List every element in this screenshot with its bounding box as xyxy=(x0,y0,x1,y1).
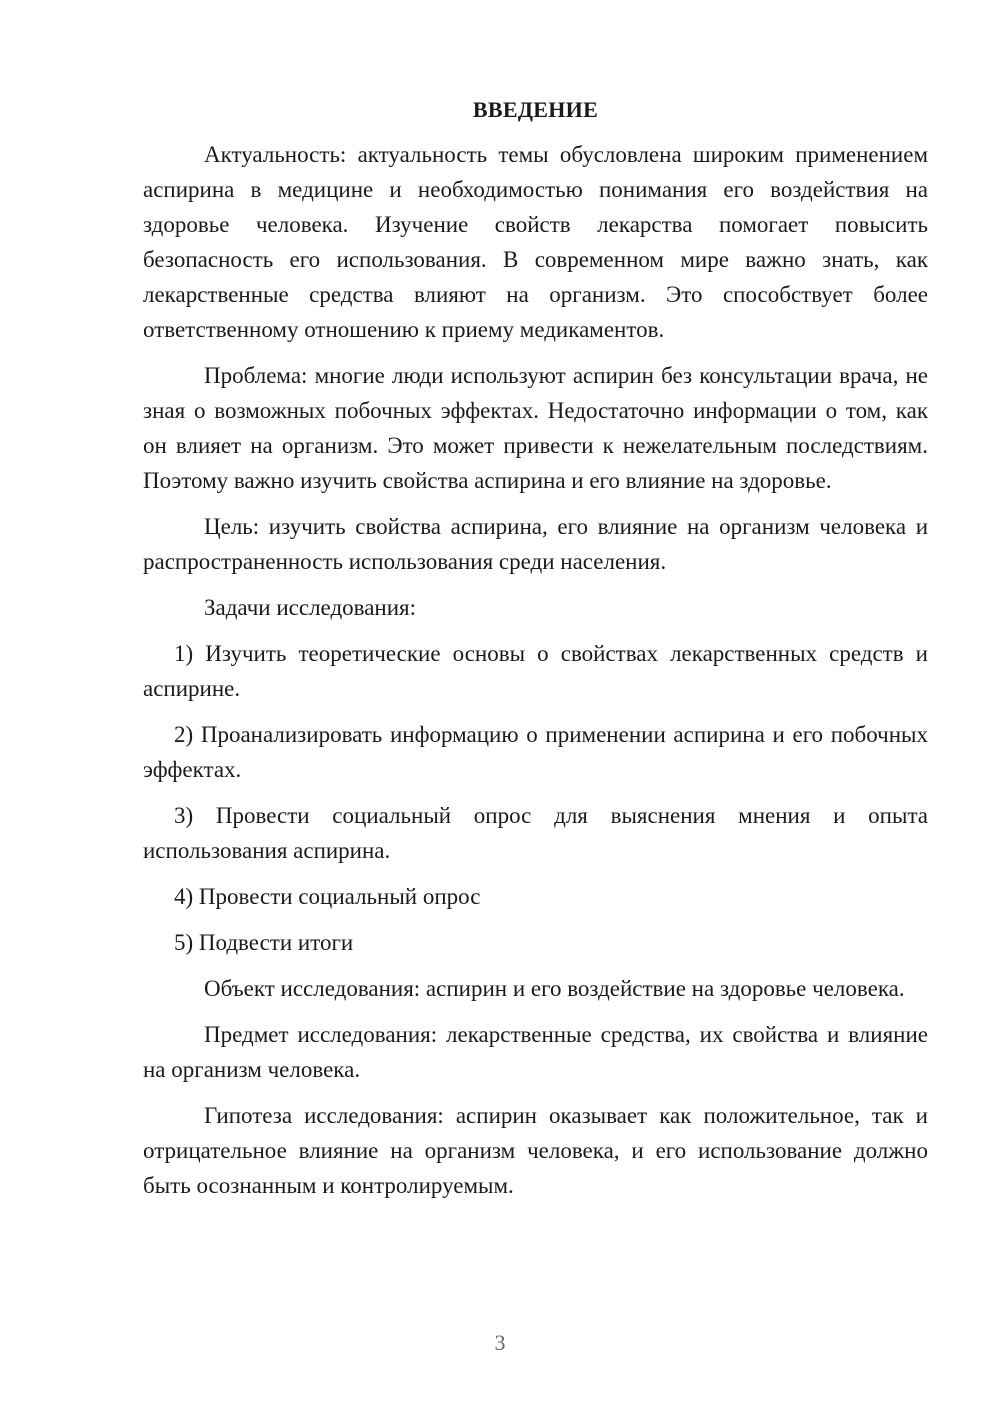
task-item-2: 2) Проанализировать информацию о применении аспирина и его побочных эффектах. xyxy=(143,722,928,782)
section-title: ВВЕДЕНИЕ xyxy=(472,97,599,122)
paragraph-object: Объект исследования: аспирин и его воздействие на здоровье человека. xyxy=(204,976,905,1001)
task-item-3: 3) Провести социальный опрос для выяснения мнения и опыта использования аспирина. xyxy=(143,803,928,863)
document-page xyxy=(143,92,928,1214)
paragraph-goal: Цель: изучить свойства аспирина, его влияние на организм человека и распространенность использования среди населения. xyxy=(143,514,928,574)
task-item-4: 4) Провести социальный опрос xyxy=(174,884,481,909)
task-item-5: 5) Подвести итоги xyxy=(174,930,354,955)
tasks-heading: Задачи исследования: xyxy=(204,595,417,620)
paragraph-subject: Предмет исследования: лекарственные средства, их свойства и влияние на организм человека. xyxy=(143,1022,928,1082)
paragraph-problem: Проблема: многие люди используют аспирин без консультации врача, не зная о возможных побочных эффектах. Недостаточно информации о том, как он влияет на организм. Это может привести к нежелательным последствиям. Поэтому важно изучить свойства аспирина и его влияние на здоровье. xyxy=(143,363,928,493)
paragraph-hypothesis: Гипотеза исследования: аспирин оказывает как положительное, так и отрицательное влияние на организм человека, и его использование должно быть осознанным и контролируемым. xyxy=(143,1103,928,1198)
task-item-1: 1) Изучить теоретические основы о свойствах лекарственных средств и аспирине. xyxy=(143,641,928,701)
paragraph-relevance: Актуальность: актуальность темы обусловлена широким применением аспирина в медицине и необходимостью понимания его воздействия на здоровье человека. Изучение свойств лекарства помогает повысить безопасность его использования. В современном мире важно знать, как лекарственные средства влияют на организм. Это способствует более ответственному отношению к приему медикаментов. xyxy=(143,142,928,342)
page-number: 3 xyxy=(494,1330,506,1355)
